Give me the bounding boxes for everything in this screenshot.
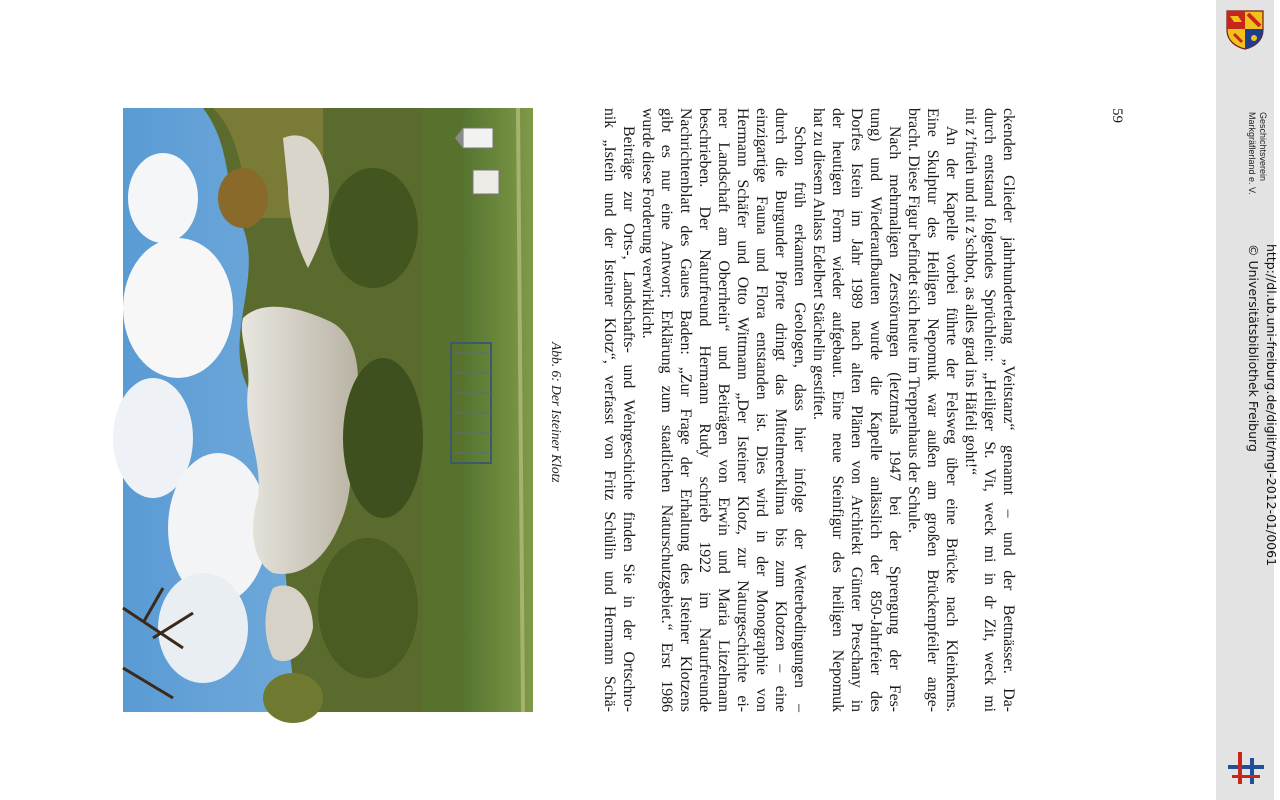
text-line: Eine Skulptur des Heiligen Nepomuk war außen am großen Brückenpfeiler ange- [924, 108, 941, 712]
isteiner-klotz-photo [123, 108, 533, 712]
text-line: ckenden Glieder jahrhundertelang „Veitstanz“ genannt – und der Bettnässer. Da- [1000, 108, 1017, 712]
text-line: nik „Istein und der Isteiner Klotz“, verfasst von Fritz Schülin und Hermann Schä- [601, 108, 618, 712]
ub-freiburg-logo-icon [1226, 748, 1266, 788]
text-line: gibt es nur eine Antwort; Erklärung zum staatlichen Naturschutzgebiet.“ Erst 1986 [658, 108, 675, 712]
text-column [600, 108, 1018, 712]
verein-line-1: Geschichtsverein [1258, 112, 1268, 182]
text-line: tung) und Wiederaufbauten wurde die Kapelle anlässlich der 850-Jahrfeier des [867, 108, 884, 712]
text-line: wurde diese Forderung verwirklicht. [639, 108, 656, 339]
text-line: der heutigen Form wieder aufgebaut. Eine neue Steinfigur des heiligen Nepomuk [829, 108, 846, 712]
citation-copyright: © Universitätsbibliothek Freiburg [1246, 244, 1261, 452]
coat-of-arms-icon [1224, 8, 1266, 50]
text-line: Dorfes Istein im Jahr 1989 nach alten Plänen von Architekt Günter Preschany in [848, 108, 865, 712]
page-number-text: 59 [1109, 108, 1125, 123]
text-line: durch die Burgunder Pforte dringt das Mittelmeerklima bis zum Klotzen – eine [772, 108, 789, 712]
text-line: An der Kapelle vorbei führte der Felsweg über eine Brücke nach Kleinkems. [943, 126, 960, 712]
photo-illustration [123, 108, 533, 712]
text-line: durch entstand folgendes Sprüchlein: „Heiliger St. Vit, weck mi in dr Zit, weck mi [981, 108, 998, 712]
caption-text: Abb. 6: Der Isteiner Klotz [549, 342, 564, 483]
citation-url[interactable]: http://dl.ub.uni-freiburg.de/diglit/mgl-2012-01/0061 [1264, 244, 1279, 567]
verein-line-2: Markgräflerland e. V. [1247, 112, 1257, 195]
text-line: Nach mehrmaligen Zerstörungen (letztmals 1947 bei der Sprengung der Fes- [886, 126, 903, 712]
text-line: beschrieben. Der Naturfreund Hermann Rudy schrieb 1922 im Naturfreunde [696, 108, 713, 712]
text-line: hat zu diesem Anlass Edelbert Stächelin gestiftet. [810, 108, 827, 420]
text-line: Hermann Schäfer und Otto Wittmann „Der Isteiner Klotz, zur Naturgeschichte ei- [734, 108, 751, 712]
text-line: Beiträge zur Orts-, Landschafts- und Wehrgeschichte finden Sie in der Ortschro- [620, 126, 637, 712]
text-line: nit z’früeh und nit z’schbot, as alles grad ins Häfeli goht!“ [962, 108, 979, 476]
text-line: Nachrichtenblatt des Gaues Baden: „Zur Frage der Erhaltung des Isteiner Klotzens [677, 108, 694, 712]
text-line: ner Landschaft am Oberrhein“ und Beiträgen von Erwin und Maria Litzelmann [715, 108, 732, 712]
text-line: bracht. Diese Figur befindet sich heute im Treppenhaus der Schule. [905, 108, 922, 534]
text-line: einzigartige Fauna und Flora entstanden ist. Dies wird in der Monographie von [753, 108, 770, 712]
text-line: Schon früh erkannten Geologen, dass hier infolge der Wetterbedingungen – [791, 126, 808, 712]
